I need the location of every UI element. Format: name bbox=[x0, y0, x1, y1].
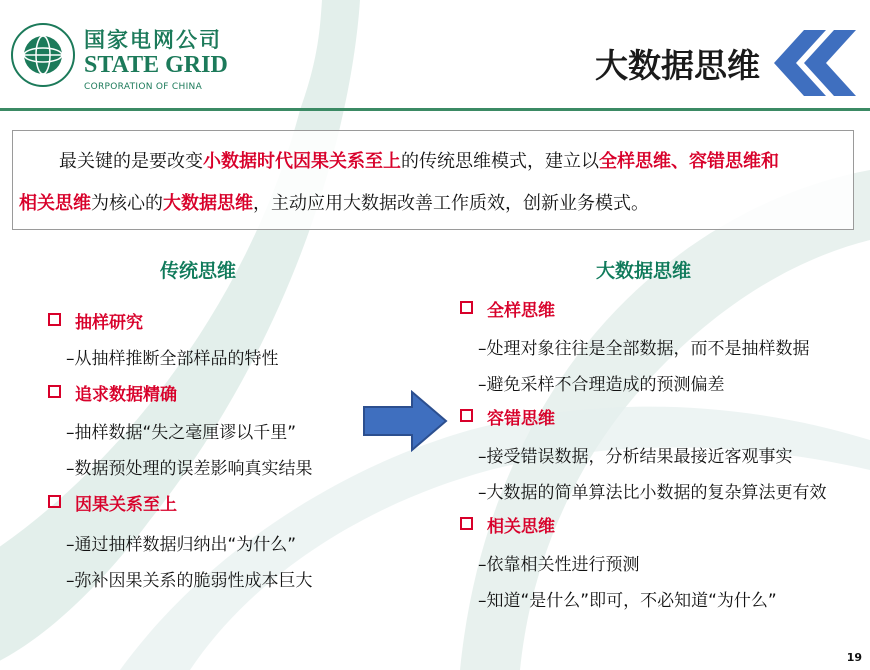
right-detail: –依靠相关性进行预测 bbox=[478, 555, 640, 575]
checkbox-icon bbox=[48, 385, 61, 398]
globe-logo-icon bbox=[10, 22, 76, 88]
right-bullet-1: 全样思维 bbox=[460, 296, 555, 321]
traditional-thinking-heading: 传统思维 bbox=[160, 260, 237, 282]
intro-highlight: 相关思维 bbox=[19, 193, 91, 214]
logo-corporation-text: CORPORATION OF CHINA bbox=[84, 82, 203, 92]
logo-chinese-name: 国家电网公司 bbox=[84, 28, 222, 52]
checkbox-icon bbox=[460, 517, 473, 530]
right-detail: –接受错误数据，分析结果最接近客观事实 bbox=[478, 447, 793, 467]
double-chevron-left-icon bbox=[764, 30, 856, 96]
right-detail: –处理对象往往是全部数据，而不是抽样数据 bbox=[478, 339, 810, 359]
left-bullet-3: 因果关系至上 bbox=[48, 490, 177, 515]
left-detail: –从抽样推断全部样品的特性 bbox=[66, 349, 279, 369]
intro-line-2: 相关思维为核心的大数据思维，主动应用大数据改善工作质效，创新业务模式。 bbox=[19, 193, 649, 214]
right-detail: –知道“是什么”即可，不必知道“为什么” bbox=[478, 591, 777, 611]
checkbox-icon bbox=[48, 495, 61, 508]
logo-english-name: STATE GRID bbox=[84, 52, 228, 78]
checkbox-icon bbox=[460, 301, 473, 314]
intro-line-1: 最关键的是要改变小数据时代因果关系至上的传统思维模式，建立以全样思维、容错思维和 bbox=[59, 151, 779, 172]
page-number: 19 bbox=[846, 651, 862, 664]
intro-highlight: 大数据思维 bbox=[163, 193, 253, 214]
intro-highlight: 小数据时代因果关系至上 bbox=[203, 151, 401, 172]
left-bullet-2: 追求数据精确 bbox=[48, 380, 177, 405]
left-detail: –数据预处理的误差影响真实结果 bbox=[66, 459, 313, 479]
checkbox-icon bbox=[460, 409, 473, 422]
left-bullet-1: 抽样研究 bbox=[48, 308, 143, 333]
left-detail: –抽样数据“失之毫厘谬以千里” bbox=[66, 423, 297, 443]
right-detail: –避免采样不合理造成的预测偏差 bbox=[478, 375, 725, 395]
big-data-thinking-heading: 大数据思维 bbox=[596, 260, 692, 282]
checkbox-icon bbox=[48, 313, 61, 326]
intro-highlight: 全样思维、容错思维和 bbox=[599, 151, 779, 172]
left-detail: –弥补因果关系的脆弱性成本巨大 bbox=[66, 571, 313, 591]
left-detail: –通过抽样数据归纳出“为什么” bbox=[66, 535, 297, 555]
page-title: 大数据思维 bbox=[595, 46, 760, 85]
right-detail: –大数据的简单算法比小数据的复杂算法更有效 bbox=[478, 483, 827, 503]
right-arrow-icon bbox=[362, 390, 448, 452]
right-bullet-3: 相关思维 bbox=[460, 512, 555, 537]
header-divider bbox=[0, 108, 870, 111]
right-bullet-2: 容错思维 bbox=[460, 404, 555, 429]
state-grid-logo bbox=[10, 18, 228, 100]
intro-box bbox=[12, 130, 854, 230]
